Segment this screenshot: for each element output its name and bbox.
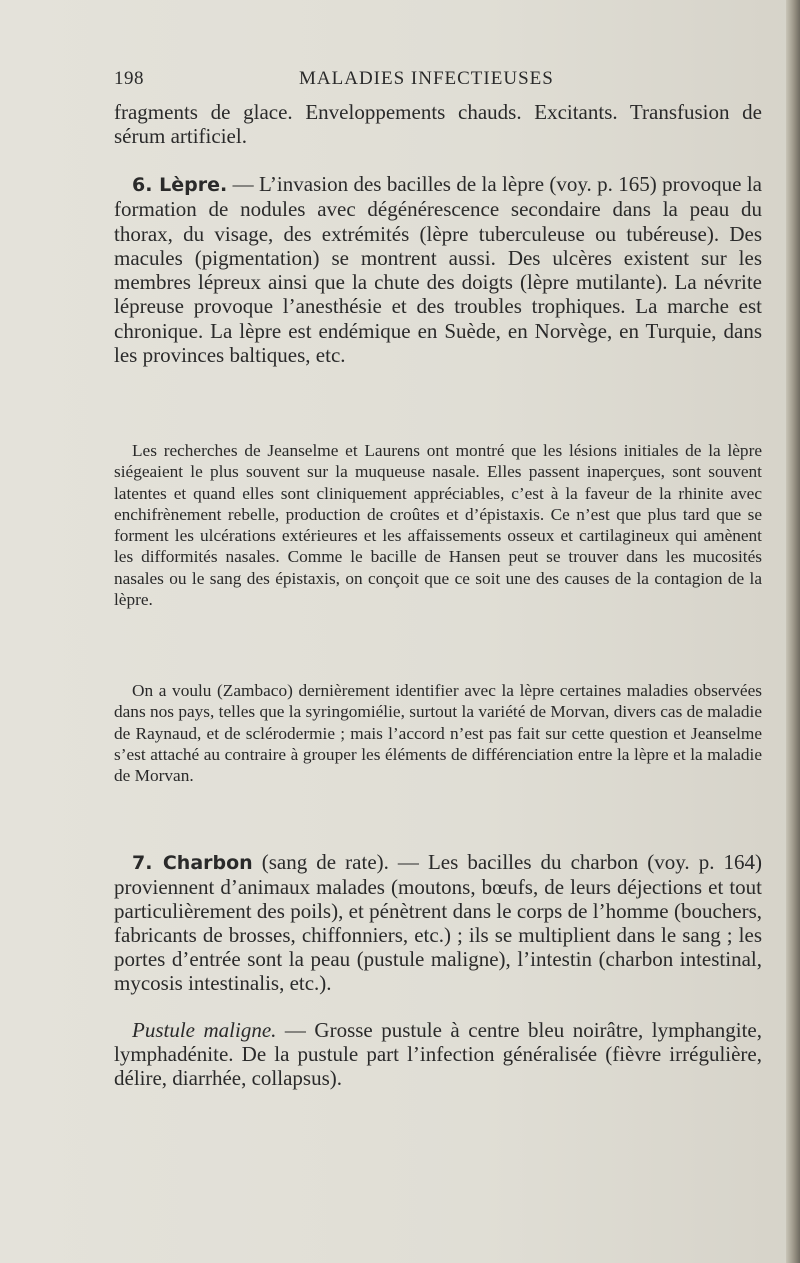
small-print-note-1 — [114, 440, 762, 610]
running-title: MALADIES INFECTIEUSES — [299, 68, 554, 89]
continuation-text: fragments de glace. Enveloppements chauds. Excitants. Transfusion de sérum artificiel. — [114, 100, 762, 148]
continuation-paragraph — [114, 100, 762, 148]
section-text-lepre: — L’invasion des bacilles de la lèpre (voy. p. 165) provoque la formation de nodules avec dégénérescence secondaire dans la peau du thorax, du visage, des extrémités (lèpre tuberculeuse ou tubéreuse). Des macules (pigmentation) se montrent aussi. Des ulcères existent sur les membres lépreux ainsi que la chute des doigts (lèpre mutilante). La névrite lépreuse provoque l’anesthésie et des troubles trophiques. La marche est chronique. La lèpre est endémique en Suède, en Norvège, en Turquie, dans les provinces baltiques, etc. — [114, 172, 763, 368]
small-print-note-2 — [114, 680, 762, 786]
section-lepre — [114, 172, 762, 367]
pustule-term: Pustule maligne. — [132, 1018, 277, 1042]
running-header — [114, 68, 760, 92]
section-text-charbon: (sang de rate). — Les bacilles du charbon (voy. p. 164) proviennent d’animaux malades (moutons, bœufs, de leurs déjections et tout particulièrement des poils), et pénètrent dans le corps de l’homme (bouchers, fabricants de brosses, chiffonniers, etc.) ; ils se multiplient dans le sang ; les portes d’entrée sont la peau (pustule maligne), l’intestin (charbon intestinal, mycosis intestinalis, etc.). — [114, 850, 762, 995]
pustule-text: — Grosse pustule à centre bleu noirâtre, lymphangite, lymphadénite. De la pustule part l’infection généralisée (fièvre irrégulière, délire, diarrhée, collapsus). — [114, 1018, 762, 1090]
note-text-1: Les recherches de Jeanselme et Laurens ont montré que les lésions initiales de la lèpre siégeaient le plus souvent sur la muqueuse nasale. Elles passent inaperçues, sont souvent latentes et quand elles sont cliniquement appréciables, c’est à la faveur de la rhinite avec enchifrènement rebelle, production de croûtes et d’épistaxis. Ce n’est que plus tard que se forment les ulcérations extérieures et les affaissements osseux et cartilagineux qui amènent les difformités nasales. Comme le bacille de Hansen peut se trouver dans les mucosités nasales ou le sang des épistaxis, on conçoit que ce soit une des causes de la contagion de la lèpre. — [114, 441, 762, 610]
pustule-maligne-paragraph — [114, 1018, 762, 1090]
page-number: 198 — [114, 68, 144, 89]
section-heading-lepre: 6. Lèpre. — [132, 174, 228, 196]
note-text-2: On a voulu (Zambaco) dernièrement identifier avec la lèpre certaines maladies observées dans nos pays, telles que la syringomiélie, surtout la variété de Morvan, divers cas de maladie de Raynaud, et de sclérodermie ; mais l’accord n’est pas fait sur cette question et Jeanselme s’est attaché au contraire à grouper les éléments de différenciation entre la lèpre et la maladie de Morvan. — [114, 681, 762, 786]
section-heading-charbon: 7. Charbon — [132, 852, 253, 874]
book-spine-edge — [786, 0, 800, 1263]
section-charbon — [114, 850, 762, 995]
